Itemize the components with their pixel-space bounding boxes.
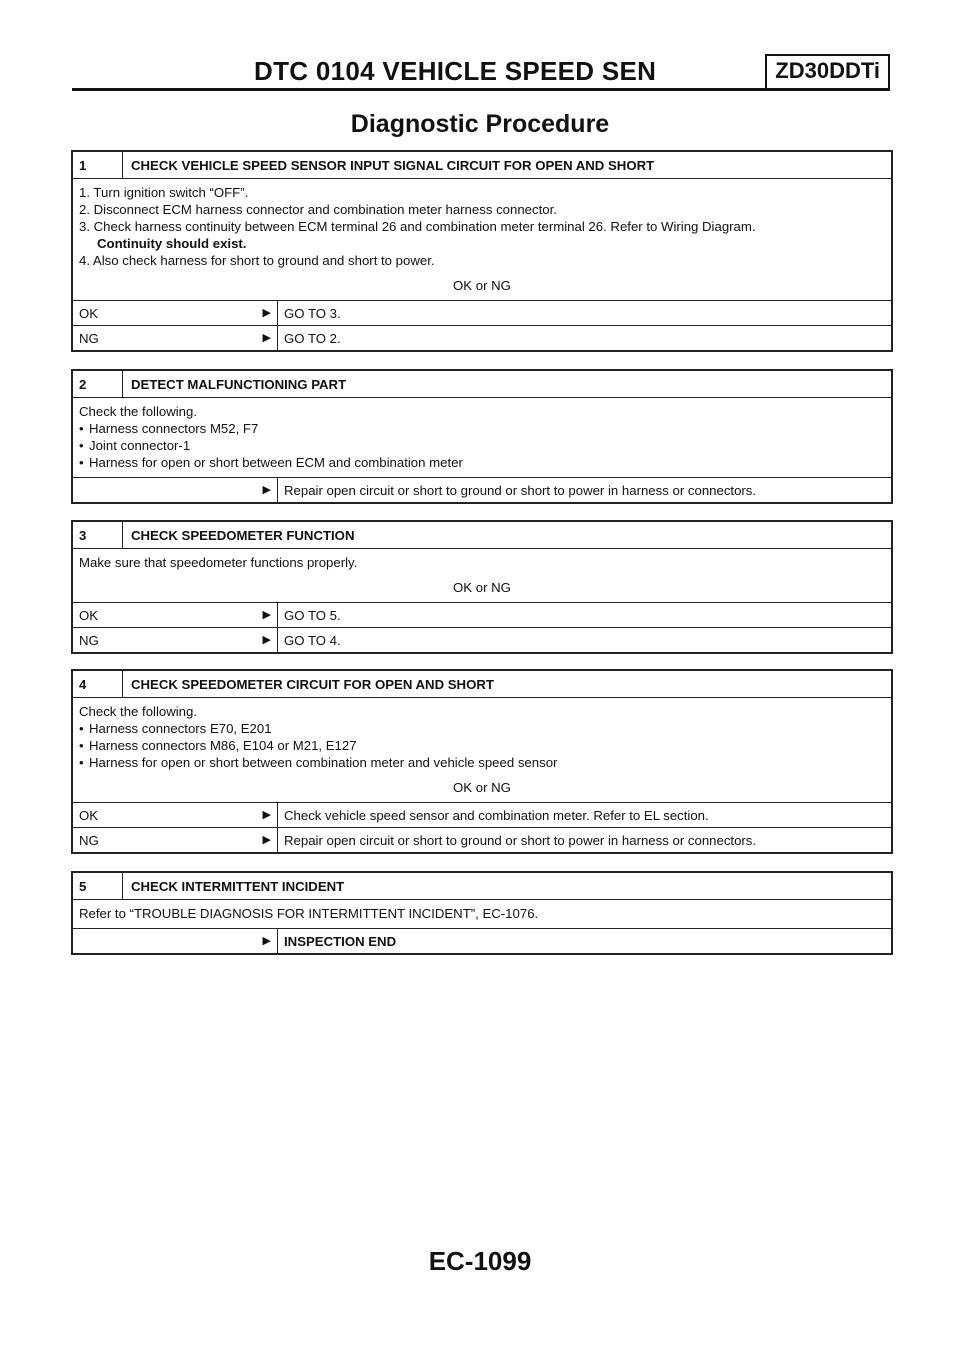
result-label-text: NG	[79, 330, 99, 346]
engine-model-tag: ZD30DDTi	[765, 54, 890, 88]
step-number: 2	[73, 371, 123, 397]
bullet-item	[79, 737, 885, 754]
step-number: 1	[73, 152, 123, 178]
result-label-text: OK	[79, 607, 99, 623]
step-line: Check the following.	[79, 404, 198, 419]
ok-ng-question: OK or NG	[453, 278, 511, 293]
bullet-item	[79, 754, 885, 771]
bullet-icon: •	[79, 421, 84, 436]
page-header	[72, 52, 890, 91]
page-title: Diagnostic Procedure	[350, 110, 610, 138]
step-body	[73, 899, 891, 928]
result-label	[73, 803, 277, 827]
result-action: Repair open circuit or short to ground or short to power in harness or connectors.	[277, 828, 756, 852]
arrow-right-icon: ▶	[262, 307, 271, 319]
bullet-text: Joint connector-1	[89, 438, 191, 453]
ok-ng-question: OK or NG	[453, 780, 511, 795]
bullet-item	[79, 454, 885, 471]
result-row	[73, 928, 891, 953]
bullet-text: Harness connectors M52, F7	[89, 421, 259, 436]
bullet-item	[79, 720, 885, 737]
result-action: GO TO 3.	[277, 301, 341, 325]
step-number: 5	[73, 873, 123, 899]
result-label	[73, 628, 277, 652]
step-number: 4	[73, 671, 123, 697]
step-5-block	[71, 871, 893, 955]
step-title: DETECT MALFUNCTIONING PART	[131, 376, 347, 392]
result-label	[73, 326, 277, 350]
step-body	[73, 548, 891, 602]
step-header	[73, 671, 891, 697]
result-row	[73, 477, 891, 502]
step-line: Check the following.	[79, 704, 198, 719]
result-action: GO TO 5.	[277, 603, 341, 627]
step-line: 4. Also check harness for short to ground and short to power.	[79, 253, 435, 268]
result-label	[73, 603, 277, 627]
arrow-right-icon: ▶	[262, 484, 271, 496]
bullet-icon: •	[79, 738, 84, 753]
result-action: GO TO 2.	[277, 326, 341, 350]
result-row	[73, 802, 891, 827]
result-row	[73, 325, 891, 350]
bullet-icon: •	[79, 455, 84, 470]
result-action: Check vehicle speed sensor and combination meter. Refer to EL section.	[277, 803, 709, 827]
step-title: CHECK SPEEDOMETER FUNCTION	[131, 527, 355, 543]
step-line: 3. Check harness continuity between ECM terminal 26 and combination meter terminal 26. Refer to Wiring Diagram.	[79, 219, 756, 234]
step-line: Make sure that speedometer functions properly.	[79, 555, 358, 570]
bullet-item	[79, 420, 885, 437]
page-number: EC-1099	[428, 1246, 532, 1276]
arrow-right-icon: ▶	[262, 634, 271, 646]
bullet-text: Harness connectors E70, E201	[89, 721, 272, 736]
step-header	[73, 522, 891, 548]
step-title: CHECK SPEEDOMETER CIRCUIT FOR OPEN AND SHORT	[131, 676, 494, 692]
arrow-right-icon: ▶	[262, 609, 271, 621]
step-line: 2. Disconnect ECM harness connector and combination meter harness connector.	[79, 202, 557, 217]
bullet-icon: •	[79, 438, 84, 453]
step-title: CHECK INTERMITTENT INCIDENT	[131, 878, 345, 894]
step-header	[73, 371, 891, 397]
bullet-text: Harness connectors M86, E104 or M21, E127	[89, 738, 357, 753]
bullet-icon: •	[79, 755, 84, 770]
result-action: Repair open circuit or short to ground or short to power in harness or connectors.	[277, 478, 756, 502]
result-label	[73, 478, 277, 502]
result-row	[73, 627, 891, 652]
step-line: Refer to “TROUBLE DIAGNOSIS FOR INTERMITTENT INCIDENT”, EC-1076.	[79, 906, 539, 921]
step-4-block	[71, 669, 893, 854]
result-row	[73, 602, 891, 627]
arrow-right-icon: ▶	[262, 834, 271, 846]
step-2-block	[71, 369, 893, 504]
step-body	[73, 697, 891, 802]
section-title: DTC 0104 VEHICLE SPEED SEN	[254, 56, 657, 86]
result-label-text: OK	[79, 305, 99, 321]
result-label	[73, 828, 277, 852]
bullet-icon: •	[79, 721, 84, 736]
step-header	[73, 873, 891, 899]
result-label-text: NG	[79, 832, 99, 848]
arrow-right-icon: ▶	[262, 809, 271, 821]
bullet-text: Harness for open or short between ECM and combination meter	[89, 455, 463, 470]
arrow-right-icon: ▶	[262, 935, 271, 947]
step-title: CHECK VEHICLE SPEED SENSOR INPUT SIGNAL CIRCUIT FOR OPEN AND SHORT	[131, 157, 655, 173]
result-row	[73, 300, 891, 325]
arrow-right-icon: ▶	[262, 332, 271, 344]
step-number: 3	[73, 522, 123, 548]
result-action: INSPECTION END	[277, 929, 396, 953]
step-3-block	[71, 520, 893, 654]
step-1-block	[71, 150, 893, 352]
result-label-text: NG	[79, 632, 99, 648]
result-row	[73, 827, 891, 852]
ok-ng-question: OK or NG	[453, 580, 511, 595]
bullet-text: Harness for open or short between combination meter and vehicle speed sensor	[89, 755, 558, 770]
result-label	[73, 301, 277, 325]
step-body	[73, 178, 891, 300]
step-line: Continuity should exist.	[97, 236, 247, 251]
bullet-item	[79, 437, 885, 454]
result-label	[73, 929, 277, 953]
result-label-text: OK	[79, 807, 99, 823]
step-header	[73, 152, 891, 178]
step-line: 1. Turn ignition switch “OFF”.	[79, 185, 249, 200]
step-body	[73, 397, 891, 477]
result-action: GO TO 4.	[277, 628, 341, 652]
